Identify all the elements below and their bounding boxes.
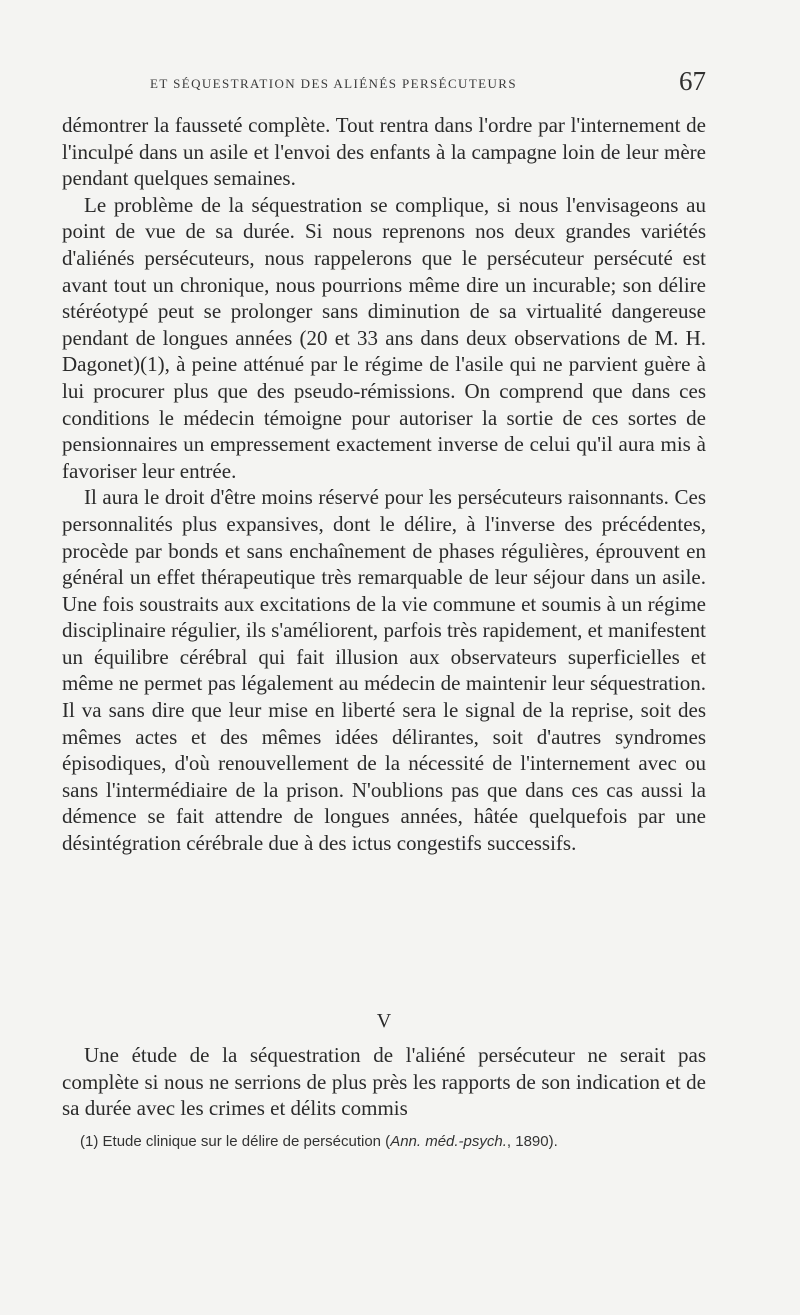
page-header bbox=[62, 66, 706, 100]
footnote-text-after: , 1890). bbox=[506, 1133, 558, 1150]
footnote-journal-title: Ann. méd.-psych. bbox=[390, 1133, 507, 1150]
footnote-marker: (1) bbox=[80, 1133, 99, 1150]
footnote-text-before: Etude clinique sur le délire de persécution ( bbox=[102, 1133, 391, 1150]
page-number: 67 bbox=[679, 66, 706, 96]
section-heading: V bbox=[376, 1010, 392, 1032]
footnote bbox=[80, 1133, 720, 1150]
running-title: ET SÉQUESTRATION DES ALIÉNÉS PERSÉCUTEURS bbox=[150, 76, 518, 91]
section-paragraph: Une étude de la séquestration de l'aliéné persécuteur ne serait pas complète si nous ne serrions de plus près les rapports de son indication et de sa durée avec les crimes et délits commis bbox=[62, 1043, 706, 1121]
paragraph-continuation: démontrer la fausseté complète. Tout rentra dans l'ordre par l'internement de l'inculpé dans un asile et l'envoi des enfants à la campagne loin de leur mère pendant quelques semaines. bbox=[62, 113, 706, 191]
body-text bbox=[62, 112, 706, 857]
section-text bbox=[62, 1042, 706, 1122]
paragraph-reasoning-persecutors: Il aura le droit d'être moins réservé pour les persécuteurs raisonnants. Ces personnalités plus expansives, dont le délire, à l'inverse des précédentes, procède par bonds et sans enchaînement de phases régulières, éprouvent en général un effet thérapeutique très remarquable de leur séjour dans un asile. Une fois soustraits aux excitations de la vie commune et soumis à un régime disciplinaire régulier, ils s'améliorent, parfois très rapidement, et manifestent un équilibre cérébral qui fait illusion aux observateurs superficielles et même ne permet pas légalement au médecin de maintenir leur séquestration. Il va sans dire que leur mise en liberté sera le signal de la reprise, soit des mêmes actes et des mêmes idées délirantes, soit d'autres syndromes épisodiques, d'où renouvellement de la nécessité de l'internement avec ou sans l'intermédiaire de la prison. N'oublions pas que dans ces cas aussi la démence se fait attendre de longues années, hâtée quelquefois par une désintégration cérébrale due à des ictus congestifs successifs. bbox=[62, 485, 706, 856]
paragraph-duration: Le problème de la séquestration se complique, si nous l'envisageons au point de vue de sa durée. Si nous reprenons nos deux grandes variétés d'aliénés persécuteurs, nous rappelerons que le persécuteur persécuté est avant tout un chronique, nous pourrions même dire un incurable; son délire stéréotypé peut se prolonger sans diminution de sa virtualité dangereuse pendant de longues années (20 et 33 ans dans deux observations de M. H. Dagonet)(1), à peine atténué par le régime de l'asile qui ne parvient guère à lui procurer plus que des pseudo-rémissions. On comprend que dans ces conditions le médecin témoigne pour autoriser la sortie de ces sortes de pensionnaires un empressement exactement inverse de celui qu'il aura mis à favoriser leur entrée. bbox=[62, 192, 706, 483]
